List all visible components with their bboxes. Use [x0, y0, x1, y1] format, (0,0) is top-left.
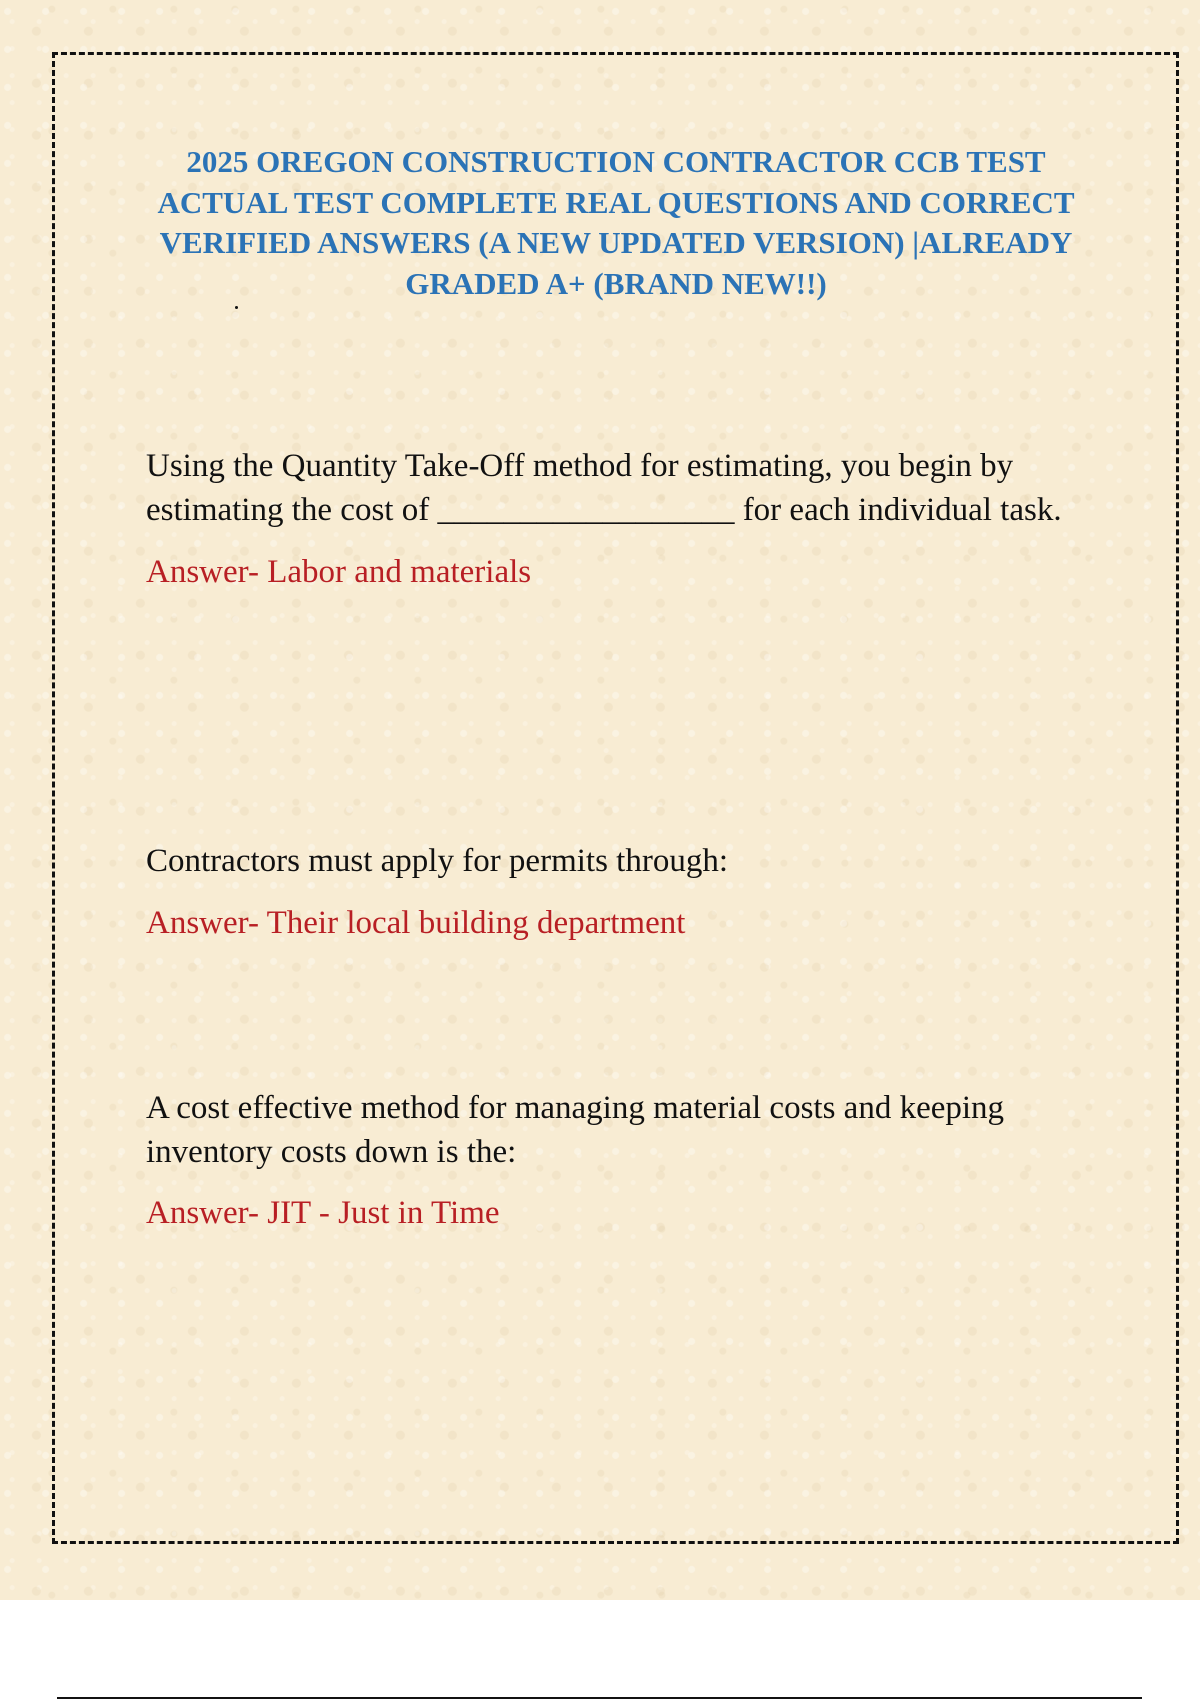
answer-text: Answer- JIT - Just in Time: [146, 1195, 500, 1231]
answer-text: Answer- Labor and materials: [146, 554, 532, 590]
question-block-2: [146, 839, 1096, 945]
question-text: Contractors must apply for permits through:: [146, 843, 728, 879]
question-text: Using the Quantity Take-Off method for estimating, you begin by estimating the cost of __________________ for each individual task.: [146, 448, 1062, 528]
question-block-1: [146, 444, 1096, 594]
question-block-3: [146, 1086, 1096, 1235]
stray-dot-mark: [235, 306, 238, 309]
question-text: A cost effective method for managing material costs and keeping inventory costs down is the:: [146, 1090, 1005, 1170]
footer-rule: [57, 1697, 1142, 1699]
document-title: 2025 OREGON CONSTRUCTION CONTRACTOR CCB TEST ACTUAL TEST COMPLETE REAL QUESTIONS AND CORRECT VERIFIED ANSWERS (A NEW UPDATED VERSION) |ALREADY GRADED A+ (BRAND NEW!!): [157, 144, 1075, 301]
answer-text: Answer- Their local building department: [146, 905, 686, 941]
